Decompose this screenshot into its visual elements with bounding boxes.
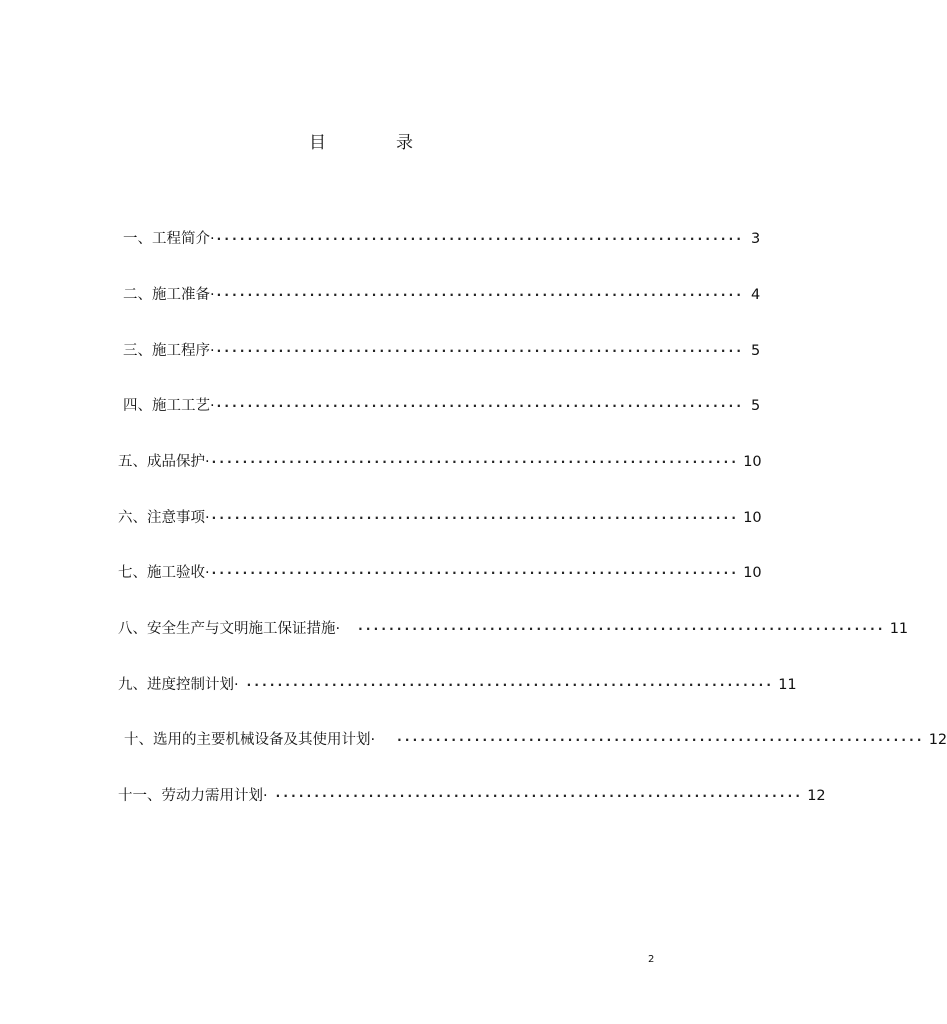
toc-title	[0, 131, 724, 155]
dot-leader: ····································································	[275, 789, 804, 803]
toc-entry[interactable]	[123, 340, 761, 362]
toc-entry[interactable]	[118, 674, 797, 696]
dot-leader: ····································································	[211, 455, 740, 469]
dot-leader: ····································································	[216, 232, 745, 246]
toc-entry-label: 二、施工准备·	[123, 287, 215, 303]
toc-entry[interactable]	[123, 284, 761, 306]
toc-title-char-1: 目	[309, 133, 326, 153]
toc-entry-label: 三、施工程序·	[123, 343, 215, 359]
toc-entry-label: 十一、劳动力需用计划·	[118, 788, 268, 804]
toc-entry-page: 5	[750, 398, 761, 414]
toc-entry-page: 12	[928, 732, 947, 748]
toc-entry-page: 11	[778, 677, 797, 693]
toc-entry[interactable]	[118, 507, 762, 529]
toc-entry-page: 4	[750, 287, 761, 303]
toc-entry-page: 12	[807, 788, 826, 804]
dot-leader: ····································································	[246, 678, 775, 692]
toc-entry-page: 3	[750, 231, 761, 247]
toc-entry-label: 一、工程简介·	[123, 231, 215, 247]
dot-leader: ····································································	[397, 733, 925, 747]
toc-entry-label: 六、注意事项·	[118, 510, 210, 526]
toc-entry-page: 10	[743, 510, 762, 526]
toc-entry-label: 七、施工验收·	[118, 565, 210, 581]
toc-entry[interactable]	[118, 562, 762, 584]
toc-entry-page: 10	[743, 565, 762, 581]
toc-entry-page: 10	[743, 454, 762, 470]
dot-leader: ····································································	[216, 344, 745, 358]
toc-entry-page: 5	[750, 343, 761, 359]
dot-leader: ····································································	[211, 566, 740, 580]
toc-title-char-2: 录	[396, 133, 413, 153]
toc-entry[interactable]	[123, 395, 761, 417]
page-number: 2	[648, 954, 655, 965]
toc-entry[interactable]	[124, 729, 947, 751]
toc-entry[interactable]	[118, 618, 909, 640]
toc-entry[interactable]	[123, 228, 761, 250]
toc-entry-label: 四、施工工艺·	[123, 398, 215, 414]
toc-entry-label: 八、安全生产与文明施工保证措施·	[118, 621, 341, 637]
toc-entry[interactable]	[118, 785, 826, 807]
toc-entry[interactable]	[118, 451, 762, 473]
toc-entry-label: 九、进度控制计划·	[118, 677, 239, 693]
toc-entry-page: 11	[889, 621, 909, 637]
dot-leader: ····································································	[216, 399, 745, 413]
dot-leader: ····································································	[216, 288, 745, 302]
toc-entry-label: 十、选用的主要机械设备及其使用计划·	[124, 732, 376, 748]
dot-leader: ····································································	[358, 622, 886, 636]
toc-entry-label: 五、成品保护·	[118, 454, 210, 470]
dot-leader: ····································································	[211, 511, 740, 525]
